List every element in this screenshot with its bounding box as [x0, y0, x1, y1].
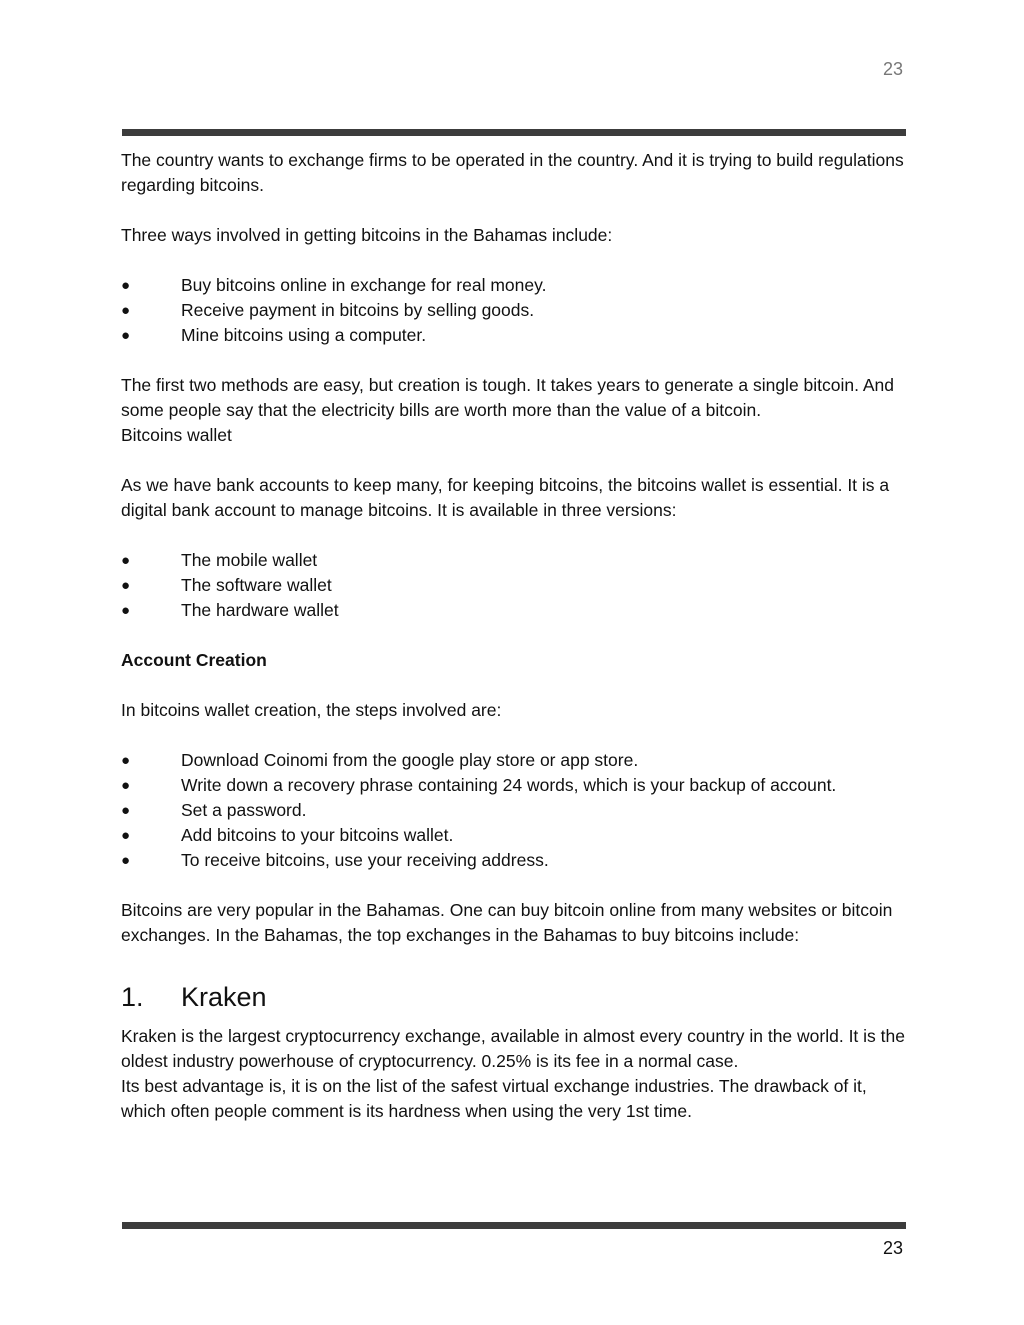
list-item-text: To receive bitcoins, use your receiving address. — [181, 850, 549, 870]
paragraph: The first two methods are easy, but creation is tough. It takes years to generate a single bitcoin. And some people say that the electricity bills are worth more than the value of a bitcoin. — [121, 375, 895, 420]
list-item — [121, 773, 911, 798]
list-item-text: The software wallet — [181, 575, 332, 595]
paragraph: The country wants to exchange firms to be operated in the country. And it is trying to build regulations regarding bitcoins. — [121, 150, 904, 195]
paragraph: Kraken is the largest cryptocurrency exchange, available in almost every country in the world. It is the oldest industry powerhouse of cryptocurrency. 0.25% is its fee in a normal case. — [121, 1026, 905, 1071]
section-number: 1. — [121, 982, 144, 1012]
list-item — [121, 273, 911, 298]
list-item-text: Receive payment in bitcoins by selling goods. — [181, 300, 535, 320]
bullet-icon: ● — [121, 752, 131, 769]
bullet-icon: ● — [121, 277, 131, 294]
bullet-icon: ● — [121, 577, 131, 594]
list-item-text: Mine bitcoins using a computer. — [181, 325, 427, 345]
list-item — [121, 798, 911, 823]
list-item-text: The mobile wallet — [181, 550, 318, 570]
wallets-list — [121, 548, 911, 623]
paragraph: In bitcoins wallet creation, the steps involved are: — [121, 700, 502, 720]
list-item-text: Write down a recovery phrase containing 24 words, which is your backup of account. — [181, 775, 837, 795]
bullet-icon: ● — [121, 302, 131, 319]
steps-list — [121, 748, 911, 873]
header-divider — [122, 129, 906, 136]
paragraph: Bitcoins wallet — [121, 425, 232, 445]
page-body — [121, 148, 911, 1149]
bullet-icon: ● — [121, 802, 131, 819]
list-item — [121, 548, 911, 573]
list-item-text: Set a password. — [181, 800, 307, 820]
paragraph: As we have bank accounts to keep many, for keeping bitcoins, the bitcoins wallet is essential. It is a digital bank account to manage bitcoins. It is available in three versions: — [121, 475, 890, 520]
bullet-icon: ● — [121, 852, 131, 869]
account-creation-heading: Account Creation — [121, 650, 267, 670]
list-item — [121, 748, 911, 773]
list-item-text: Buy bitcoins online in exchange for real money. — [181, 275, 547, 295]
section-heading-kraken — [121, 980, 911, 1014]
bullet-icon: ● — [121, 327, 131, 344]
ways-list — [121, 273, 911, 348]
paragraph: Its best advantage is, it is on the list of the safest virtual exchange industries. The drawback of it, which often people comment is its hardness when using the very 1st time. — [121, 1076, 867, 1121]
list-item-text: Download Coinomi from the google play store or app store. — [181, 750, 639, 770]
list-item — [121, 298, 911, 323]
paragraph: Three ways involved in getting bitcoins in the Bahamas include: — [121, 225, 613, 245]
bullet-icon: ● — [121, 552, 131, 569]
list-item — [121, 323, 911, 348]
footer-page-number: 23 — [882, 1238, 903, 1258]
list-item — [121, 823, 911, 848]
footer-divider — [122, 1222, 906, 1229]
paragraph: Bitcoins are very popular in the Bahamas. One can buy bitcoin online from many websites or bitcoin exchanges. In the Bahamas, the top exchanges in the Bahamas to buy bitcoins include: — [121, 900, 893, 945]
list-item — [121, 573, 911, 598]
list-item-text: The hardware wallet — [181, 600, 339, 620]
header-page-number: 23 — [882, 59, 903, 79]
list-item — [121, 598, 911, 623]
list-item-text: Add bitcoins to your bitcoins wallet. — [181, 825, 454, 845]
list-item — [121, 848, 911, 873]
bullet-icon: ● — [121, 777, 131, 794]
bullet-icon: ● — [121, 827, 131, 844]
bullet-icon: ● — [121, 602, 131, 619]
section-title: Kraken — [181, 982, 267, 1012]
